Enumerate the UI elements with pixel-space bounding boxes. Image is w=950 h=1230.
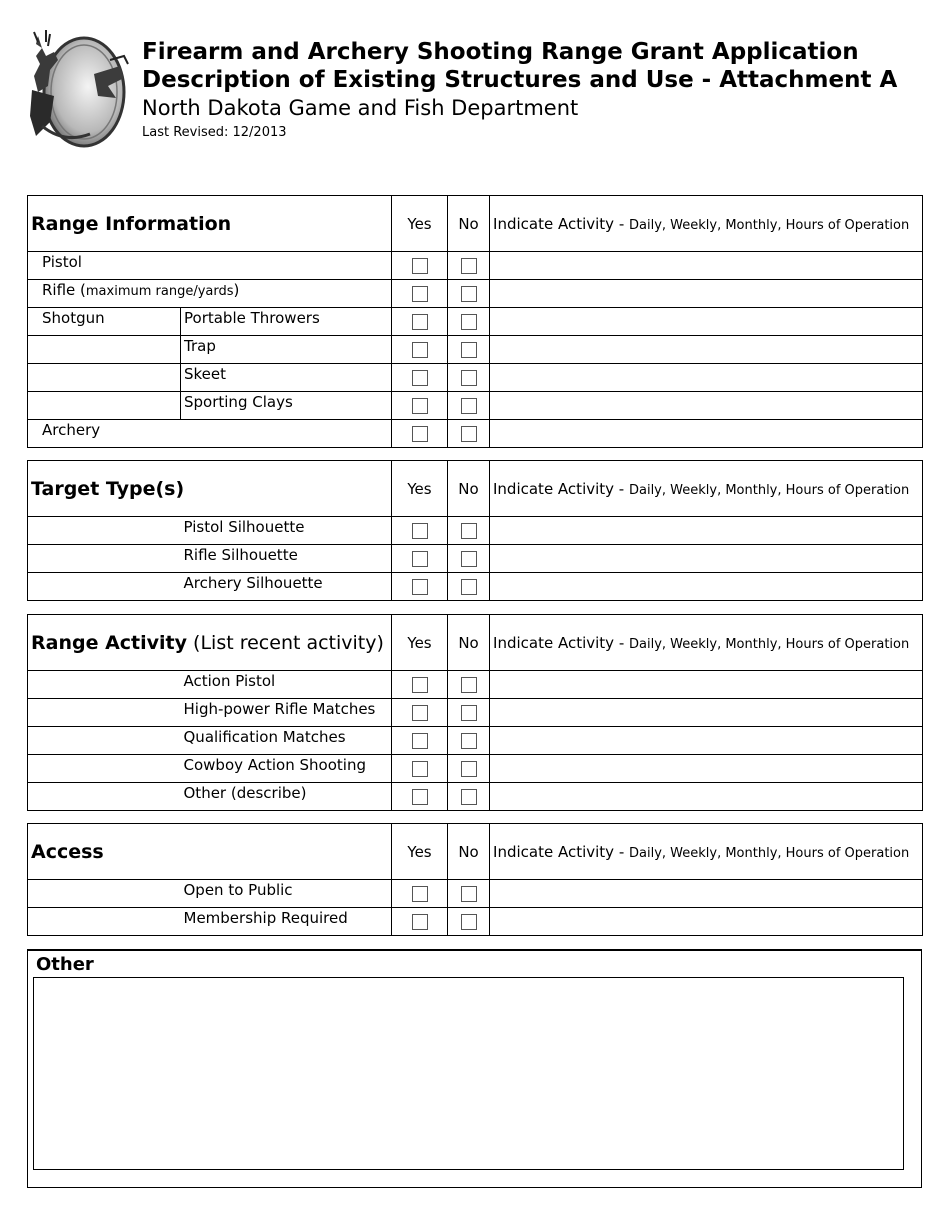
rifle-label: Rifle ( [42,281,86,299]
header [142,38,897,142]
table-row [28,392,923,420]
table-row [28,252,923,280]
row-label: Membership Required [181,908,392,936]
yes-header: Yes [392,824,448,880]
empty-cell [28,545,181,573]
row-label: Portable Throwers [181,308,392,336]
table-row [28,280,923,308]
cowboy-action-yes-checkbox[interactable] [412,761,428,777]
access-table [27,823,923,936]
no-cell [448,908,490,936]
yes-cell [392,545,448,573]
range-activity-table [27,614,923,811]
other-section [27,949,922,1188]
activity-header-detail: Daily, Weekly, Monthly, Hours of Operation [629,218,910,233]
no-cell [448,783,490,811]
table-row [28,699,923,727]
qualification-matches-activity-field[interactable] [490,727,923,755]
table-row [28,573,923,601]
pistol-silhouette-activity-field[interactable] [490,517,923,545]
table-row [28,364,923,392]
sporting-clays-activity-field[interactable] [490,392,923,420]
activity-header-prefix: Indicate Activity - [493,480,629,498]
range-activity-title: Range Activity [31,632,188,654]
pistol-silhouette-no-checkbox[interactable] [461,523,477,539]
empty-cell [28,517,181,545]
yes-cell [392,392,448,420]
yes-cell [392,420,448,448]
activity-header [490,615,923,671]
pistol-yes-checkbox[interactable] [412,258,428,274]
form-title-line1: Firearm and Archery Shooting Range Grant Application [142,39,859,65]
rifle-activity-field[interactable] [490,280,923,308]
sporting-clays-yes-checkbox[interactable] [412,398,428,414]
skeet-no-checkbox[interactable] [461,370,477,386]
yes-cell [392,252,448,280]
table-row [28,755,923,783]
rifle-silhouette-activity-field[interactable] [490,545,923,573]
yes-cell [392,280,448,308]
no-cell [448,517,490,545]
yes-cell [392,573,448,601]
range-activity-note: (List recent activity) [187,632,384,654]
trap-no-checkbox[interactable] [461,342,477,358]
empty-cell [28,573,181,601]
open-to-public-yes-checkbox[interactable] [412,886,428,902]
empty-cell [28,392,181,420]
portable-throwers-activity-field[interactable] [490,308,923,336]
empty-cell [28,364,181,392]
yes-cell [392,783,448,811]
range-activity-header-row [28,615,923,671]
pistol-no-checkbox[interactable] [461,258,477,274]
high-power-rifle-no-checkbox[interactable] [461,705,477,721]
action-pistol-no-checkbox[interactable] [461,677,477,693]
rifle-silhouette-no-checkbox[interactable] [461,551,477,567]
activity-header [490,824,923,880]
no-header: No [448,196,490,252]
row-label: Cowboy Action Shooting [181,755,392,783]
activity-header [490,461,923,517]
skeet-activity-field[interactable] [490,364,923,392]
table-row [28,880,923,908]
table-row [28,727,923,755]
open-to-public-no-checkbox[interactable] [461,886,477,902]
activity-header-prefix: Indicate Activity - [493,634,629,652]
no-header: No [448,461,490,517]
last-revised-date: Last Revised: 12/2013 [142,125,287,140]
row-label: Sporting Clays [181,392,392,420]
membership-required-activity-field[interactable] [490,908,923,936]
cowboy-action-no-checkbox[interactable] [461,761,477,777]
no-cell [448,420,490,448]
row-label: Skeet [181,364,392,392]
portable-throwers-yes-checkbox[interactable] [412,314,428,330]
row-label: Archery [28,420,392,448]
action-pistol-activity-field[interactable] [490,671,923,699]
empty-cell [28,699,181,727]
empty-cell [28,671,181,699]
row-label: Other (describe) [181,783,392,811]
department-name: North Dakota Game and Fish Department [142,96,579,120]
qualification-matches-no-checkbox[interactable] [461,733,477,749]
yes-cell [392,727,448,755]
yes-cell [392,336,448,364]
yes-header: Yes [392,615,448,671]
no-cell [448,727,490,755]
access-header-row [28,824,923,880]
yes-cell [392,755,448,783]
section-title-cell [28,461,392,517]
range-information-title: Range Information [31,213,232,235]
empty-cell [28,880,181,908]
row-label: Archery Silhouette [181,573,392,601]
activity-header-prefix: Indicate Activity - [493,215,629,233]
yes-header: Yes [392,196,448,252]
no-header: No [448,824,490,880]
activity-header-detail: Daily, Weekly, Monthly, Hours of Operation [629,637,910,652]
table-row [28,336,923,364]
other-title: Other [36,954,94,975]
no-cell [448,573,490,601]
department-logo [24,26,130,150]
row-label [28,280,392,308]
rifle-yes-checkbox[interactable] [412,286,428,302]
no-cell [448,880,490,908]
row-label: Action Pistol [181,671,392,699]
no-cell [448,252,490,280]
activity-header-detail: Daily, Weekly, Monthly, Hours of Operation [629,846,910,861]
empty-cell [28,908,181,936]
pistol-silhouette-yes-checkbox[interactable] [412,523,428,539]
section-title-cell [28,824,392,880]
empty-cell [28,783,181,811]
rifle-label-close: ) [233,281,240,299]
membership-required-yes-checkbox[interactable] [412,914,428,930]
archery-silhouette-yes-checkbox[interactable] [412,579,428,595]
empty-cell [28,727,181,755]
row-label: High-power Rifle Matches [181,699,392,727]
yes-cell [392,699,448,727]
empty-cell [28,336,181,364]
qualification-matches-yes-checkbox[interactable] [412,733,428,749]
activity-header-detail: Daily, Weekly, Monthly, Hours of Operation [628,483,910,498]
archery-no-checkbox[interactable] [461,426,477,442]
yes-header: Yes [392,461,448,517]
activity-header [490,196,923,252]
target-types-title: Target Type(s) [31,478,185,500]
yes-cell [392,671,448,699]
row-label: Pistol Silhouette [181,517,392,545]
empty-cell [28,755,181,783]
target-types-header-row [28,461,923,517]
row-label: Pistol [28,252,392,280]
target-types-table [27,460,923,601]
rifle-note: maximum range/yards [85,284,234,299]
no-cell [448,280,490,308]
table-row [28,671,923,699]
yes-cell [392,517,448,545]
no-cell [448,364,490,392]
trap-activity-field[interactable] [490,336,923,364]
membership-required-no-checkbox[interactable] [461,914,477,930]
archery-activity-field[interactable] [490,420,923,448]
rifle-silhouette-yes-checkbox[interactable] [412,551,428,567]
activity-header-prefix: Indicate Activity - [493,843,629,861]
no-cell [448,699,490,727]
other-activity-no-checkbox[interactable] [461,789,477,805]
high-power-rifle-activity-field[interactable] [490,699,923,727]
portable-throwers-no-checkbox[interactable] [461,314,477,330]
row-label: Trap [181,336,392,364]
table-row [28,517,923,545]
pistol-activity-field[interactable] [490,252,923,280]
other-activity-yes-checkbox[interactable] [412,789,428,805]
no-header: No [448,615,490,671]
no-cell [448,392,490,420]
form-title-line2: Description of Existing Structures and Use - Attachment A [142,67,898,93]
other-text-field[interactable] [33,977,904,1170]
yes-cell [392,880,448,908]
skeet-yes-checkbox[interactable] [412,370,428,386]
sporting-clays-no-checkbox[interactable] [461,398,477,414]
row-label: Open to Public [181,880,392,908]
archery-silhouette-no-checkbox[interactable] [461,579,477,595]
other-activity-field[interactable] [490,783,923,811]
rifle-no-checkbox[interactable] [461,286,477,302]
yes-cell [392,908,448,936]
access-title: Access [31,841,104,863]
high-power-rifle-yes-checkbox[interactable] [412,705,428,721]
no-cell [448,671,490,699]
archery-silhouette-activity-field[interactable] [490,573,923,601]
range-information-header-row [28,196,923,252]
action-pistol-yes-checkbox[interactable] [412,677,428,693]
table-row [28,783,923,811]
range-information-table [27,195,923,448]
row-label: Rifle Silhouette [181,545,392,573]
archery-yes-checkbox[interactable] [412,426,428,442]
section-title-cell [28,196,392,252]
no-cell [448,308,490,336]
section-title-cell [28,615,392,671]
table-row [28,545,923,573]
open-to-public-activity-field[interactable] [490,880,923,908]
row-label: Qualification Matches [181,727,392,755]
yes-cell [392,308,448,336]
table-row [28,420,923,448]
table-row [28,308,923,336]
cowboy-action-activity-field[interactable] [490,755,923,783]
no-cell [448,545,490,573]
row-group-label: Shotgun [28,308,181,336]
trap-yes-checkbox[interactable] [412,342,428,358]
no-cell [448,755,490,783]
table-row [28,908,923,936]
no-cell [448,336,490,364]
yes-cell [392,364,448,392]
